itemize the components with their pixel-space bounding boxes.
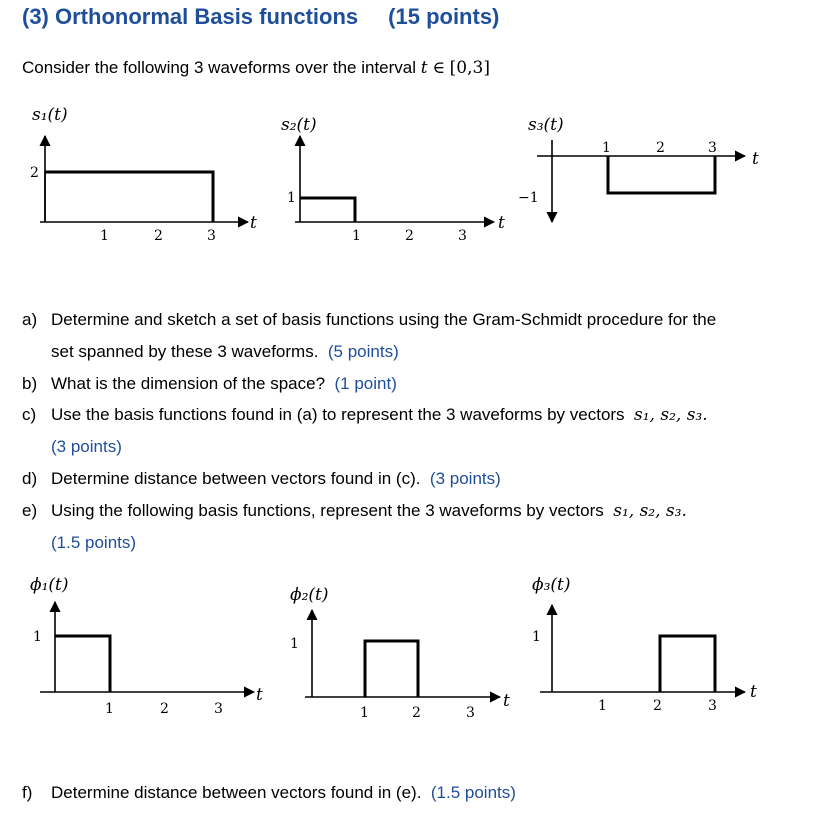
- phi1-tick-3: 3: [214, 701, 223, 717]
- question-c-cont: [51, 437, 122, 457]
- phi3-value-label: 1: [532, 629, 541, 645]
- phi3-label: ϕ₃(t): [532, 575, 571, 595]
- s3-axis-var: t: [752, 149, 759, 169]
- phi2-waveform: [365, 641, 418, 697]
- phi1-axis-var: t: [256, 685, 263, 705]
- phi1-tick-2: 2: [160, 701, 169, 717]
- question-e: [22, 501, 687, 521]
- question-a-text: Determine and sketch a set of basis functions using the Gram-Schmidt procedure for the: [51, 310, 717, 329]
- phi3-tick-1: 1: [598, 698, 607, 714]
- s1-value-label: 2: [30, 165, 39, 181]
- question-f: [22, 783, 516, 803]
- intro-var: t: [420, 58, 428, 78]
- plot-phi2: [290, 585, 510, 721]
- s1-tick-1: 1: [100, 228, 109, 244]
- s2-value-label: 1: [287, 190, 296, 206]
- title-points: (15 points): [388, 4, 500, 29]
- question-b: [22, 374, 397, 394]
- s3-tick-3: 3: [708, 140, 717, 156]
- s2-tick-2: 2: [405, 228, 414, 244]
- s2-tick-3: 3: [458, 228, 467, 244]
- phi2-tick-1: 1: [360, 705, 369, 721]
- s1-tick-2: 2: [154, 228, 163, 244]
- s3-tick-1: 1: [602, 140, 611, 156]
- question-a-letter: a): [22, 310, 38, 329]
- phi2-tick-3: 3: [466, 705, 475, 721]
- question-d-points: (3 points): [429, 469, 501, 488]
- title-text: (3) Orthonormal Basis functions: [22, 4, 359, 29]
- phi3-waveform: [660, 636, 715, 692]
- plot-s1: [30, 105, 257, 244]
- question-e-vectors: s₁, s₂, s₃.: [613, 501, 687, 521]
- question-c-text: Use the basis functions found in (a) to represent the 3 waveforms by vectors: [51, 405, 625, 424]
- question-e-letter: e): [22, 501, 38, 520]
- plot-phi1: [30, 575, 263, 717]
- s1-waveform: [45, 172, 213, 222]
- s3-tick-2: 2: [656, 140, 665, 156]
- phi1-tick-1: 1: [105, 701, 114, 717]
- phi3-axis-var: t: [750, 682, 757, 702]
- phi1-value-label: 1: [33, 629, 42, 645]
- question-b-points: (1 point): [334, 374, 397, 393]
- question-c-vectors: s₁, s₂, s₃.: [634, 405, 708, 425]
- s1-axis-var: t: [250, 213, 257, 233]
- phi1-waveform: [55, 636, 110, 692]
- question-c-letter: c): [22, 405, 37, 424]
- question-d: [22, 469, 501, 489]
- question-a: [22, 310, 716, 330]
- s1-tick-3: 3: [207, 228, 216, 244]
- question-b-text: What is the dimension of the space?: [51, 374, 326, 393]
- s3-label: s₃(t): [528, 115, 564, 135]
- question-e-cont: [51, 533, 136, 553]
- s3-waveform: [608, 156, 715, 193]
- s3-value-label: −1: [518, 190, 539, 206]
- phi2-value-label: 1: [290, 636, 299, 652]
- question-c: [22, 405, 708, 425]
- question-f-points: (1.5 points): [430, 783, 516, 802]
- phi2-label: ϕ₂(t): [290, 585, 329, 605]
- question-d-letter: d): [22, 469, 38, 488]
- intro-interval: [0,3]: [449, 58, 490, 78]
- phi2-axis-var: t: [503, 691, 510, 711]
- phi1-label: ϕ₁(t): [30, 575, 69, 595]
- s2-waveform: [300, 198, 355, 222]
- plot-s2: [281, 115, 505, 244]
- question-a-cont-text: set spanned by these 3 waveforms.: [51, 342, 319, 361]
- intro-in: ∈: [432, 58, 445, 78]
- question-d-text: Determine distance between vectors found in (c).: [51, 469, 421, 488]
- phi2-tick-2: 2: [412, 705, 421, 721]
- question-a-points: (5 points): [327, 342, 399, 361]
- question-c-points: (3 points): [51, 437, 122, 456]
- phi3-tick-3: 3: [708, 698, 717, 714]
- question-f-text: Determine distance between vectors found in (e).: [51, 783, 422, 802]
- s2-tick-1: 1: [352, 228, 361, 244]
- s2-label: s₂(t): [281, 115, 317, 135]
- intro-sentence: Consider the following 3 waveforms over the interval: [22, 58, 417, 77]
- question-b-letter: b): [22, 374, 38, 393]
- question-a-cont: [51, 342, 399, 362]
- question-e-text: Using the following basis functions, represent the 3 waveforms by vectors: [51, 501, 604, 520]
- question-e-points: (1.5 points): [51, 533, 137, 552]
- s2-axis-var: t: [498, 213, 505, 233]
- question-f-letter: f): [22, 783, 33, 802]
- plot-phi3: [532, 575, 757, 714]
- phi3-tick-2: 2: [653, 698, 662, 714]
- plot-s3: [518, 115, 759, 222]
- s1-label: s₁(t): [32, 105, 68, 125]
